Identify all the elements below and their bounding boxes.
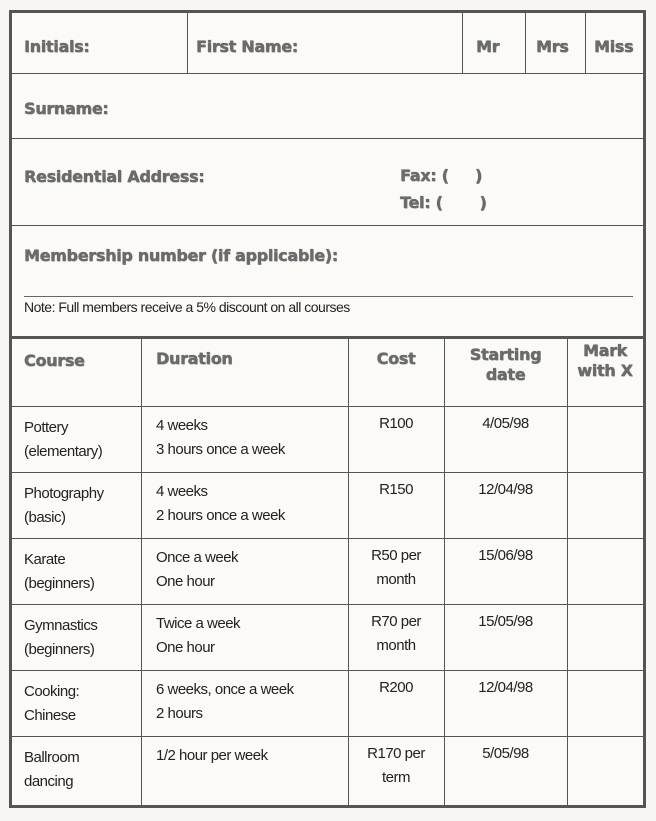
course-duration: Once a week One hour [156,549,239,590]
course-name: Pottery (elementary) [24,419,103,460]
course-name: Cooking: Chinese [24,683,80,724]
divider [12,73,643,74]
divider [12,336,643,339]
header-mark-with-x: Mark with X [577,341,633,380]
course-cost: R50 per month [371,547,421,588]
first-name-label: First Name: [196,37,298,56]
course-cost: R70 per month [371,613,421,654]
header-cost: Cost [376,349,416,368]
header-course: Course [24,351,85,370]
divider [525,13,526,73]
surname-label: Surname: [24,99,109,118]
course-cost: R200 [379,679,413,696]
divider [12,138,643,139]
residential-address-label: Residential Address: [24,167,205,186]
course-starting-date: 15/06/98 [478,547,533,564]
header-divider [12,406,643,407]
course-mark-box[interactable] [567,736,643,802]
course-duration: 4 weeks 3 hours once a week [156,417,285,458]
course-mark-box[interactable] [567,472,643,538]
course-starting-date: 5/05/98 [482,745,529,762]
course-name: Karate (beginners) [24,551,95,592]
course-name: Photography (basic) [24,485,104,526]
title-mrs-option[interactable]: Mrs [536,37,569,56]
course-starting-date: 12/04/98 [478,679,533,696]
course-duration: 1/2 hour per week [156,747,268,764]
course-starting-date: 4/05/98 [482,415,529,432]
course-name: Ballroom dancing [24,749,80,790]
divider [187,13,188,73]
header-starting-date: Starting date [469,345,542,384]
divider [462,13,463,73]
title-miss-option[interactable]: Miss [594,37,634,56]
tel-label: Tel: ( ) [400,193,487,212]
row-divider [12,472,643,473]
row-divider [12,670,643,671]
initials-label: Initials: [24,37,90,56]
discount-note: Note: Full members receive a 5% discount on all courses [24,299,350,315]
divider [12,225,643,226]
course-starting-date: 15/05/98 [478,613,533,630]
course-starting-date: 12/04/98 [478,481,533,498]
course-cost: R100 [379,415,413,432]
course-mark-box[interactable] [567,538,643,604]
row-divider [12,538,643,539]
course-cost: R150 [379,481,413,498]
course-duration: Twice a week One hour [156,615,241,656]
course-cost: R170 per term [367,745,425,786]
course-duration: 6 weeks, once a week 2 hours [156,681,294,722]
header-duration: Duration [156,349,233,368]
course-mark-box[interactable] [567,670,643,736]
course-name: Gymnastics (beginners) [24,617,98,658]
row-divider [12,604,643,605]
fax-label: Fax: ( ) [400,166,482,185]
course-mark-box[interactable] [567,604,643,670]
course-duration: 4 weeks 2 hours once a week [156,483,285,524]
membership-number-label: Membership number (if applicable): [24,246,338,265]
course-mark-box[interactable] [567,406,643,472]
enrolment-form [9,10,646,808]
row-divider [12,736,643,737]
title-mr-option[interactable]: Mr [476,37,500,56]
divider [585,13,586,73]
